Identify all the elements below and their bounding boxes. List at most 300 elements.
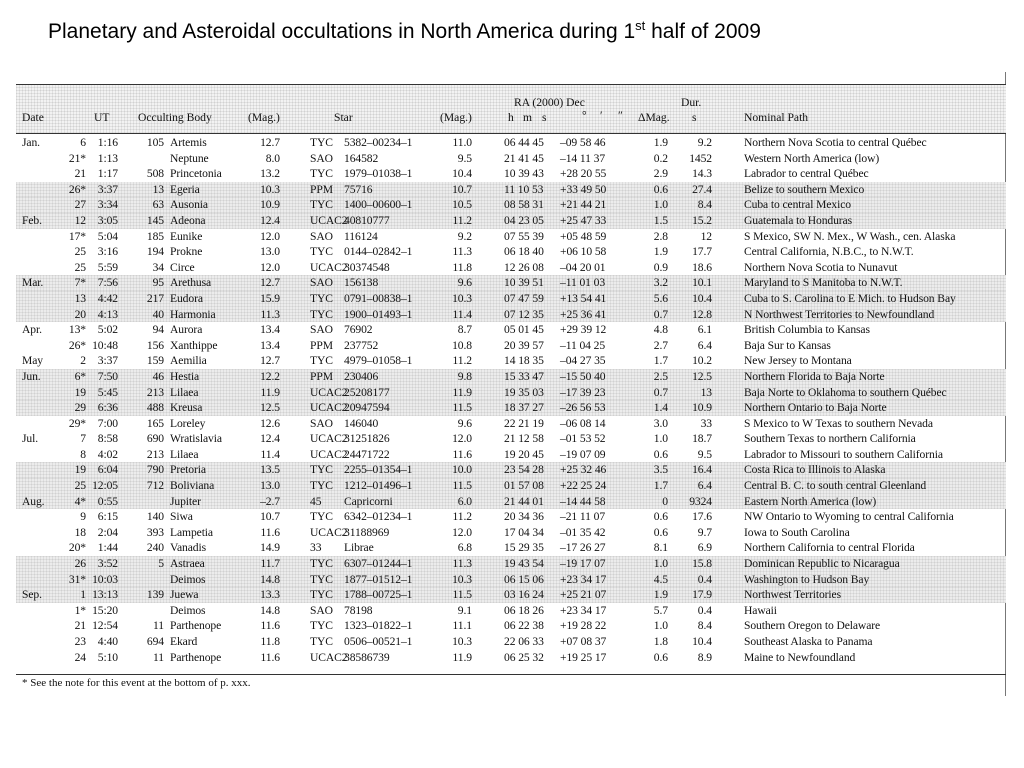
cell-dmag: 3.5 [653, 463, 668, 477]
table-row [16, 151, 1006, 167]
cell-dur: 14.3 [692, 167, 712, 181]
cell-num: 95 [152, 276, 164, 290]
table-row [16, 509, 1006, 525]
cell-ut: 10:48 [92, 338, 118, 352]
cell-path: Cuba to S. Carolina to E Mich. to Hudson Bay [744, 291, 956, 305]
cell-smag: 11.5 [452, 588, 472, 602]
cell-mag: 12.0 [260, 229, 280, 243]
cell-smag: 9.5 [457, 151, 472, 165]
cell-month: Apr. [22, 323, 42, 337]
cell-dmag: 0.2 [653, 151, 668, 165]
cell-dec: –15 50 40 [560, 369, 606, 383]
cell-star: 1788–00725–1 [344, 588, 413, 602]
footnote: * See the note for this event at the bottom of p. xxx. [22, 677, 251, 689]
cell-ut: 8:58 [97, 432, 118, 446]
cell-day: 21 [74, 167, 86, 181]
cell-mag: 14.8 [260, 603, 280, 617]
cell-cat: SAO [310, 416, 333, 430]
cell-ra: 07 12 35 [504, 307, 544, 321]
cell-cat: TYC [310, 588, 333, 602]
cell-dec: +07 08 37 [560, 635, 607, 648]
cell-name: Aurora [170, 323, 203, 337]
cell-mag: 12.5 [260, 401, 280, 415]
cell-dmag: 1.9 [653, 245, 668, 259]
table-row [16, 197, 1006, 213]
cell-dmag: 2.9 [653, 167, 668, 181]
cell-path: Baja Sur to Kansas [744, 338, 831, 352]
title-main: Planetary and Asteroidal occultations in North America during 1 [48, 20, 636, 43]
cell-ra: 10 39 51 [504, 276, 544, 290]
cell-star: 5382–00234–1 [344, 136, 413, 149]
cell-dec: –19 17 07 [560, 557, 606, 571]
cell-ra: 06 15 06 [504, 572, 544, 586]
cell-dec: +29 39 12 [560, 323, 607, 337]
cell-path: Central California, N.B.C., to N.W.T. [744, 245, 914, 259]
cell-mag: 12.4 [260, 432, 280, 446]
cell-ra: 07 55 39 [504, 229, 544, 243]
cell-ut: 2:04 [97, 525, 118, 539]
cell-smag: 9.2 [457, 229, 472, 243]
cell-dec: –14 11 37 [560, 151, 606, 165]
cell-cat: UCAC2 [310, 432, 348, 446]
cell-name: Eunike [170, 229, 203, 243]
cell-path: Hawaii [744, 603, 777, 617]
cell-smag: 10.0 [452, 463, 472, 477]
cell-num: 694 [146, 635, 164, 648]
cell-month: Sep. [22, 588, 42, 602]
cell-name: Kreusa [170, 401, 203, 415]
table-row [16, 462, 1006, 478]
header-arcsec: ″ [618, 109, 623, 122]
cell-smag: 11.5 [452, 479, 472, 493]
cell-cat: TYC [310, 136, 333, 149]
cell-smag: 10.8 [452, 338, 472, 352]
cell-dmag: 0.7 [653, 385, 668, 399]
cell-mag: 11.7 [260, 557, 280, 571]
table-row [16, 618, 1006, 634]
header-mag: (Mag.) [248, 111, 280, 124]
cell-path: Costa Rica to Illinois to Alaska [744, 463, 886, 477]
cell-mag: 12.6 [260, 416, 280, 430]
cell-name: Artemis [170, 136, 207, 149]
cell-name: Eudora [170, 291, 203, 305]
cell-ut: 0:55 [97, 494, 118, 508]
header-ut: UT [94, 111, 110, 124]
cell-name: Boliviana [170, 479, 215, 493]
cell-dmag: 0.6 [653, 650, 668, 664]
cell-cat: PPM [310, 182, 333, 196]
cell-dec: +33 49 50 [560, 182, 607, 196]
cell-dmag: 0.6 [653, 510, 668, 524]
cell-month: Feb. [22, 213, 42, 227]
cell-dmag: 1.7 [653, 479, 668, 493]
cell-name: Ekard [170, 635, 198, 648]
cell-mag: 12.7 [260, 136, 280, 149]
cell-ra: 01 57 08 [504, 479, 544, 493]
cell-star: 164582 [344, 151, 379, 165]
cell-path: Labrador to Missouri to southern California [744, 447, 943, 461]
cell-star: 1979–01038–1 [344, 167, 413, 181]
cell-day: 20* [68, 541, 86, 555]
header-dur: Dur. [681, 96, 702, 109]
cell-cat: TYC [310, 572, 333, 586]
cell-ra: 18 37 27 [504, 401, 544, 415]
header-m: m [523, 111, 533, 124]
table-row [16, 603, 1006, 619]
header-date: Date [22, 111, 44, 124]
header-ra-dec: RA (2000) Dec [514, 96, 585, 109]
cell-day: 18 [74, 525, 86, 539]
cell-dec: +05 48 59 [560, 229, 607, 243]
cell-ra: 19 35 03 [504, 385, 544, 399]
cell-star: Capricorni [344, 494, 393, 508]
cell-day: 27 [74, 198, 86, 212]
cell-mag: 12.2 [260, 369, 280, 383]
cell-num: 240 [146, 541, 164, 555]
cell-dmag: 0.7 [653, 307, 668, 321]
cell-mag: 12.7 [260, 354, 280, 368]
cell-dec: –17 39 23 [560, 385, 606, 399]
cell-ut: 12:05 [92, 479, 118, 493]
title-superscript: st [635, 18, 646, 33]
cell-num: 145 [146, 213, 164, 227]
cell-name: Lilaea [170, 447, 199, 461]
cell-star: 1877–01512–1 [344, 572, 413, 586]
cell-mag: 12.4 [260, 213, 280, 227]
cell-smag: 11.6 [452, 447, 472, 461]
cell-smag: 9.6 [457, 276, 472, 290]
cell-num: 185 [146, 229, 164, 243]
cell-smag: 11.8 [452, 260, 472, 274]
cell-smag: 10.5 [452, 198, 472, 212]
cell-name: Princetonia [170, 167, 222, 181]
cell-path: Northern Ontario to Baja Norte [744, 401, 887, 415]
cell-day: 21 [74, 619, 86, 633]
cell-day: 8 [80, 447, 86, 461]
cell-dmag: 1.4 [653, 401, 668, 415]
cell-ra: 10 39 43 [504, 167, 544, 181]
cell-day: 9 [80, 510, 86, 524]
cell-cat: TYC [310, 354, 333, 368]
cell-ut: 1:13 [97, 151, 118, 165]
cell-mag: 11.3 [260, 307, 280, 321]
cell-smag: 8.7 [457, 323, 472, 337]
cell-path: Maine to Newfoundland [744, 650, 856, 664]
cell-day: 2 [80, 354, 86, 368]
cell-ra: 12 26 08 [504, 260, 544, 274]
cell-star: Librae [344, 541, 374, 555]
cell-mag: 11.4 [260, 447, 280, 461]
cell-ra: 23 54 28 [504, 463, 544, 477]
title-end: half of 2009 [645, 20, 761, 43]
cell-star: 38586739 [344, 650, 390, 664]
cell-star: 1400–00600–1 [344, 198, 413, 212]
cell-dur: 12.5 [692, 369, 712, 383]
cell-dur: 0.4 [697, 603, 712, 617]
cell-day: 21* [68, 151, 86, 165]
cell-dmag: 4.5 [653, 572, 668, 586]
cell-star: 0506–00521–1 [344, 635, 413, 648]
cell-mag: 13.4 [260, 338, 280, 352]
cell-name: Lilaea [170, 385, 199, 399]
cell-mag: 12.7 [260, 276, 280, 290]
cell-dec: +23 34 17 [560, 572, 607, 586]
cell-dec: +21 44 21 [560, 198, 607, 212]
cell-path: Northern Florida to Baja Norte [744, 369, 885, 383]
cell-dur: 12 [700, 229, 712, 243]
cell-num: 213 [146, 385, 164, 399]
cell-ra: 17 04 34 [504, 525, 544, 539]
cell-dec: +25 36 41 [560, 307, 607, 321]
cell-mag: 8.0 [265, 151, 280, 165]
cell-name: Neptune [170, 151, 209, 165]
cell-dur: 18.7 [692, 432, 712, 446]
cell-path: Northern Nova Scotia to Nunavut [744, 260, 898, 274]
cell-ra: 06 25 32 [504, 650, 544, 664]
cell-dur: 15.8 [692, 557, 712, 571]
cell-cat: TYC [310, 463, 333, 477]
cell-name: Hestia [170, 369, 200, 383]
cell-name: Prokne [170, 245, 203, 259]
cell-ra: 04 23 05 [504, 213, 544, 227]
cell-day: 19 [74, 463, 86, 477]
header-deg: ° [582, 109, 587, 122]
cell-path: New Jersey to Montana [744, 354, 852, 368]
cell-num: 46 [152, 369, 164, 383]
cell-cat: TYC [310, 557, 333, 571]
cell-day: 26 [74, 557, 86, 571]
cell-dmag: 0.6 [653, 182, 668, 196]
cell-smag: 10.7 [452, 182, 472, 196]
cell-num: 393 [146, 525, 164, 539]
cell-star: 78198 [344, 603, 373, 617]
cell-path: Eastern North America (low) [744, 494, 877, 508]
cell-cat: PPM [310, 338, 333, 352]
cell-ut: 6:04 [97, 463, 118, 477]
header-star-mag: (Mag.) [440, 111, 472, 124]
cell-num: 213 [146, 447, 164, 461]
cell-name: Harmonia [170, 307, 216, 321]
cell-ut: 7:00 [97, 416, 118, 430]
cell-dmag: 3.2 [653, 276, 668, 290]
cell-star: 31251826 [344, 432, 390, 446]
cell-dur: 18.6 [692, 260, 712, 274]
cell-ut: 3:37 [97, 182, 118, 196]
cell-ra: 07 47 59 [504, 291, 544, 305]
cell-dmag: 0.6 [653, 525, 668, 539]
cell-num: 11 [153, 650, 164, 664]
cell-dmag: 4.8 [653, 323, 668, 337]
cell-path: Baja Norte to Oklahoma to southern Québec [744, 385, 947, 399]
cell-dec: –01 35 42 [560, 525, 606, 539]
cell-day: 23 [74, 635, 86, 648]
cell-dec: –11 04 25 [560, 338, 606, 352]
cell-star: 40810777 [344, 213, 390, 227]
cell-dec: +19 25 17 [560, 650, 607, 664]
cell-mag: 11.8 [260, 635, 280, 648]
cell-cat: UCAC2 [310, 525, 348, 539]
cell-day: 25 [74, 260, 86, 274]
cell-num: 165 [146, 416, 164, 430]
cell-dec: +25 21 07 [560, 588, 607, 602]
cell-day: 6 [80, 136, 86, 149]
cell-path: Southern Texas to northern California [744, 432, 916, 446]
table-row [16, 229, 1006, 245]
cell-num: 217 [146, 291, 164, 305]
cell-dec: –26 56 53 [560, 401, 606, 415]
table-row [16, 525, 1006, 541]
table-row [16, 494, 1006, 510]
cell-smag: 9.1 [457, 603, 472, 617]
cell-smag: 11.3 [452, 557, 472, 571]
cell-ra: 22 21 19 [504, 416, 544, 430]
cell-dmag: 3.0 [653, 416, 668, 430]
cell-day: 31* [68, 572, 86, 586]
cell-dur: 13 [700, 385, 712, 399]
cell-name: Xanthippe [170, 338, 218, 352]
cell-ut: 5:10 [97, 650, 118, 664]
cell-mag: 11.9 [260, 385, 280, 399]
cell-dur: 8.9 [697, 650, 712, 664]
table-row [16, 182, 1006, 198]
cell-cat: TYC [310, 510, 333, 524]
cell-day: 1* [74, 603, 86, 617]
cell-ut: 12:54 [92, 619, 118, 633]
cell-dur: 1452 [689, 151, 712, 165]
cell-name: Circe [170, 260, 195, 274]
table-row [16, 447, 1006, 463]
cell-dur: 12.8 [692, 307, 712, 321]
cell-ra: 21 44 01 [504, 494, 544, 508]
cell-dur: 8.4 [697, 198, 712, 212]
cell-ra: 05 01 45 [504, 323, 544, 337]
cell-dur: 6.4 [697, 479, 712, 493]
cell-day: 29 [74, 401, 86, 415]
cell-dec: +28 20 55 [560, 167, 607, 181]
cell-path: Northern California to central Florida [744, 541, 915, 555]
cell-day: 1 [80, 588, 86, 602]
cell-dmag: 2.8 [653, 229, 668, 243]
cell-smag: 9.8 [457, 369, 472, 383]
cell-ra: 06 18 26 [504, 603, 544, 617]
cell-ra: 15 29 35 [504, 541, 544, 555]
cell-mag: –2.7 [260, 494, 280, 508]
cell-ut: 1:16 [97, 136, 118, 149]
cell-dec: –09 58 46 [560, 136, 606, 149]
cell-day: 29* [68, 416, 86, 430]
cell-dur: 6.1 [697, 323, 712, 337]
cell-dec: –11 01 03 [560, 276, 606, 290]
cell-dmag: 0 [662, 494, 668, 508]
cell-star: 116124 [344, 229, 378, 243]
cell-month: Jan. [22, 136, 40, 149]
cell-name: Vanadis [170, 541, 207, 555]
cell-day: 13 [74, 291, 86, 305]
cell-star: 146040 [344, 416, 379, 430]
cell-ut: 4:40 [97, 635, 118, 648]
cell-star: 31188969 [344, 525, 390, 539]
cell-ut: 5:02 [97, 323, 118, 337]
cell-ra: 20 39 57 [504, 338, 544, 352]
cell-path: British Columbia to Kansas [744, 323, 870, 337]
cell-day: 25 [74, 479, 86, 493]
cell-smag: 12.0 [452, 432, 472, 446]
table-row [16, 385, 1006, 401]
cell-dec: –01 53 52 [560, 432, 606, 446]
cell-path: Washington to Hudson Bay [744, 572, 870, 586]
cell-mag: 13.5 [260, 463, 280, 477]
cell-star: 2255–01354–1 [344, 463, 413, 477]
cell-day: 19 [74, 385, 86, 399]
table-row [16, 322, 1006, 338]
cell-star: 4979–01058–1 [344, 354, 413, 368]
cell-mag: 13.0 [260, 479, 280, 493]
cell-ut: 1:17 [97, 167, 118, 181]
cell-star: 156138 [344, 276, 379, 290]
cell-mag: 11.6 [260, 650, 280, 664]
cell-cat: TYC [310, 635, 333, 648]
cell-ut: 4:13 [97, 307, 118, 321]
cell-dmag: 1.0 [653, 557, 668, 571]
cell-smag: 10.3 [452, 572, 472, 586]
table-row [16, 431, 1006, 447]
cell-name: Ausonia [170, 198, 208, 212]
cell-dec: –14 44 58 [560, 494, 606, 508]
cell-dur: 10.2 [692, 354, 712, 368]
header-nominal-path: Nominal Path [744, 111, 809, 124]
cell-ut: 7:50 [97, 369, 118, 383]
cell-dur: 17.7 [692, 245, 712, 259]
cell-ra: 15 33 47 [504, 369, 544, 383]
cell-num: 156 [146, 338, 164, 352]
cell-smag: 11.1 [452, 619, 472, 633]
cell-dur: 6.9 [697, 541, 712, 555]
cell-num: 5 [158, 557, 164, 571]
cell-dec: +06 10 58 [560, 245, 607, 259]
cell-ra: 21 41 45 [504, 151, 544, 165]
header-star: Star [334, 111, 353, 124]
cell-dec: –06 08 14 [560, 416, 606, 430]
cell-name: Juewa [170, 588, 199, 602]
cell-path: NW Ontario to Wyoming to central California [744, 510, 954, 524]
cell-smag: 6.8 [457, 541, 472, 555]
cell-day: 4* [74, 494, 86, 508]
cell-cat: UCAC2 [310, 213, 348, 227]
cell-month: Jun. [22, 369, 41, 383]
cell-dec: +19 28 22 [560, 619, 607, 633]
cell-star: 230406 [344, 369, 379, 383]
cell-name: Parthenope [170, 619, 222, 633]
cell-dmag: 1.0 [653, 198, 668, 212]
cell-ut: 1:44 [97, 541, 118, 555]
cell-day: 13* [68, 323, 86, 337]
table-header [16, 84, 1006, 134]
cell-dmag: 2.7 [653, 338, 668, 352]
cell-day: 24 [74, 650, 86, 664]
cell-ra: 11 10 53 [504, 182, 544, 196]
cell-ut: 5:59 [97, 260, 118, 274]
cell-path: Cuba to central Mexico [744, 198, 851, 212]
cell-dur: 10.4 [692, 635, 712, 648]
cell-name: Astraea [170, 557, 205, 571]
cell-smag: 11.9 [452, 385, 472, 399]
cell-day: 12 [74, 213, 86, 227]
cell-mag: 15.9 [260, 291, 280, 305]
cell-mag: 10.9 [260, 198, 280, 212]
occultation-table [16, 84, 1006, 696]
cell-dur: 9.2 [697, 136, 712, 149]
cell-star: 6307–01244–1 [344, 557, 413, 571]
